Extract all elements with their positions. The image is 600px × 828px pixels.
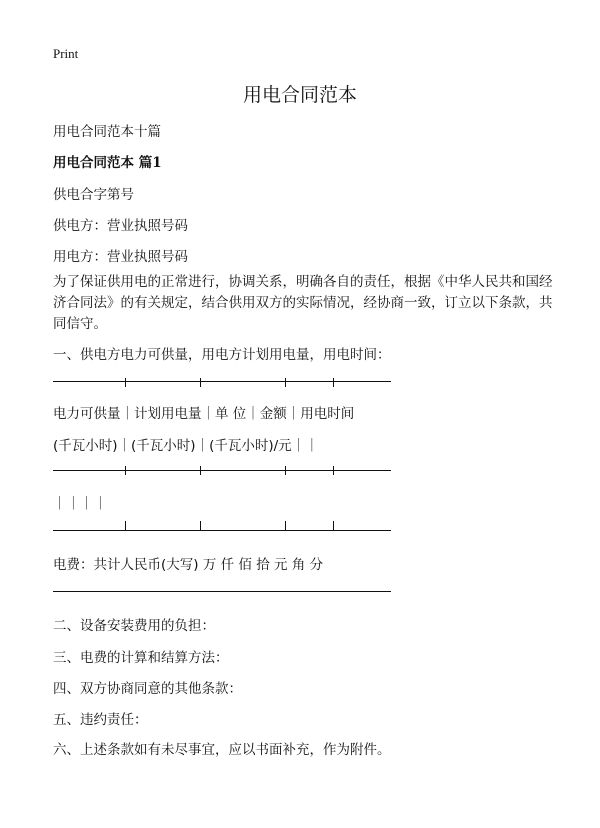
table-header-row: 电力可供量｜计划用电量｜单 位｜金额｜用电时间 bbox=[53, 406, 355, 422]
clause-3: 三、电费的计算和结算方法： bbox=[53, 650, 229, 666]
contract-number: 供电合字第号 bbox=[53, 187, 134, 203]
table-tick bbox=[333, 521, 334, 530]
table-tick bbox=[125, 521, 126, 530]
clause-5: 五、违约责任： bbox=[53, 712, 148, 728]
clause-1: 一、供电方电力可供量，用电方计划用电量，用电时间： bbox=[53, 347, 391, 363]
clause-2: 二、设备安装费用的负担： bbox=[53, 618, 215, 634]
table-tick bbox=[333, 378, 334, 387]
supplier-line: 供电方：营业执照号码 bbox=[53, 218, 188, 234]
table-tick bbox=[285, 466, 286, 475]
table-units-row: (千瓦小时)｜(千瓦小时)｜(千瓦小时)/元｜｜ bbox=[53, 438, 319, 454]
clause-4: 四、双方协商同意的其他条款： bbox=[53, 681, 242, 697]
document-title: 用电合同范本 bbox=[242, 84, 357, 106]
section-heading: 用电合同范本 篇1 bbox=[53, 155, 162, 171]
table-tick bbox=[333, 466, 334, 475]
table-tick bbox=[125, 466, 126, 475]
table-rule bbox=[53, 381, 391, 382]
table-tick bbox=[200, 521, 201, 530]
fee-line: 电费：共计人民币(大写) 万 仟 佰 拾 元 角 分 bbox=[53, 557, 324, 573]
table-rule bbox=[53, 530, 391, 531]
table-tick bbox=[285, 378, 286, 387]
intro-paragraph: 为了保证供用电的正常进行，协调关系，明确各自的责任，根据《中华人民共和国经济合同法》的有关规定，结合供用双方的实际情况，经协商一致，订立以下条款，共同信守。 bbox=[53, 274, 553, 332]
user-line: 用电方：营业执照号码 bbox=[53, 249, 188, 265]
table-tick bbox=[200, 378, 201, 387]
table-rule bbox=[53, 470, 391, 471]
table-empty-row: ｜｜｜｜ bbox=[53, 496, 107, 512]
table-tick bbox=[125, 378, 126, 387]
table-tick bbox=[200, 466, 201, 475]
fee-rule bbox=[53, 591, 391, 592]
document-subtitle: 用电合同范本十篇 bbox=[53, 124, 161, 140]
table-tick bbox=[285, 521, 286, 530]
clause-6: 六、上述条款如有未尽事宜，应以书面补充，作为附件。 bbox=[53, 742, 391, 758]
print-link[interactable]: Print bbox=[53, 46, 79, 61]
